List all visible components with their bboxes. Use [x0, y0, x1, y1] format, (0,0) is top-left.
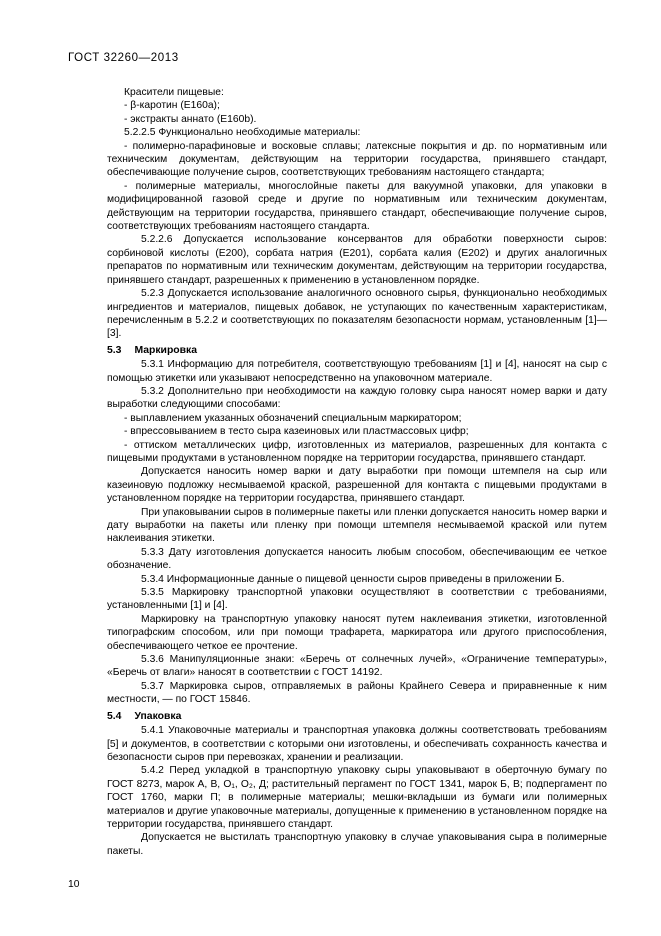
paragraph: 5.3.5 Маркировку транспортной упаковки осуществляют в соответствии с требованиями, установленными [1] и [4].	[107, 587, 607, 612]
paragraph: 5.3.2 Дополнительно при необходимости на каждую головку сыра наносят номер варки и дату выработки следующими способами:	[107, 385, 607, 411]
paragraph: 5.3.4 Информационные данные о пищевой ценности сыров приведены в приложении Б.	[141, 573, 565, 585]
paragraph: Красители пищевые:	[124, 87, 224, 98]
paragraph: 5.3.1 Информацию для потребителя, соответствующую требованиям [1] и [4], наносят на сыр с помощью этикетки или указывают непосредственно на упаковочном материале.	[107, 359, 607, 384]
section-title: Упаковка	[134, 710, 182, 722]
list-item: - β-каротин (Е160а);	[124, 100, 220, 112]
list-item: - выплавлением указанных обозначений специальным маркиратором;	[124, 412, 462, 424]
paragraph: 5.3.6 Манипуляционные знаки: «Беречь от солнечных лучей», «Ограничение температуры», «Беречь от влаги» наносят в соответствии с ГОСТ 14192.	[107, 654, 607, 679]
list-item: - впрессовыванием в тесто сыра казеиновых или пластмассовых цифр;	[124, 426, 469, 438]
section-heading-5-4	[107, 710, 607, 723]
paragraph: 5.2.2.5 Функционально необходимые материалы:	[124, 127, 361, 139]
page-header	[68, 52, 607, 64]
paragraph: 5.2.2.6 Допускается использование консервантов для обработки поверхности сыров: сорбиновой кислоты (Е200), сорбата натрия (Е201), сорбата калия (Е202) и других аналогичных препаратов по нормативным или техническим документам, действующим на территории государства, принявшего стандарт, разрешенных к применению в установленном порядке.	[107, 234, 607, 286]
list-item: - оттиском металлических цифр, изготовленных из материалов, разрешенных для контакта с пищевыми продуктами в установленном порядке на территории государства, принявшего стандарт.	[107, 439, 607, 464]
paragraph: Маркировку на транспортную упаковку наносят путем наклеивания этикетки, изготовленной типографским способом, или при помощи трафарета, маркиратора или другого приспособления, обеспечивающего четкое ее прочтение.	[107, 613, 607, 652]
list-item: - полимерно-парафиновые и восковые сплавы; латексные покрытия и др. по нормативным или техническим документам, действующим на территории государства, принявшего стандарт, обеспечивающие получение сыров, соответствующих требованиям настоящего стандарта;	[107, 140, 607, 179]
paragraph: При упаковывании сыров в полимерные пакеты или пленки допускается наносить номер варки и дату выработки на пакеты или пленку при помощи штемпеля несмываемой краской или путем наклеивания этикетки.	[107, 506, 607, 545]
paragraph: 5.4.1 Упаковочные материалы и транспортная упаковка должны соответствовать требованиям [5] и документов, в соответствии с которыми они изготовлены, и обеспечивать сохранность качества и безопасности сыров при перевозках, хранении и реализации.	[107, 725, 607, 763]
list-item: - экстракты аннато (Е160b).	[124, 113, 257, 125]
paragraph: 5.3.3 Дату изготовления допускается наносить любым способом, обеспечивающим ее четкое обозначение.	[107, 546, 607, 572]
paragraph: 5.4.2 Перед укладкой в транспортную упаковку сыры упаковывают в оберточную бумагу по ГОСТ 8273, марок А, В, О₁, О₂, Д; растительный пергамент по ГОСТ 1341, марок Б, В; подпергамент по ГОСТ 1760, марки П; в полимерные материалы; мешки-вкладыши из бумаги или полимерных материалов и другие упаковочные материалы, допущенные к применению в установленном порядке на территории государства, принявшего стандарт.	[107, 765, 607, 830]
section-title: Маркировка	[134, 344, 198, 356]
paragraph: 5.2.3 Допускается использование аналогичного основного сырья, функционально необходимых ингредиентов и материалов, пищевых добавок, не уступающих по качественным характеристикам, перечисленным в 5.2.2 и соответствующих по показателям безопасности нормам, установленным [1]—[3].	[107, 288, 607, 340]
paragraph: Допускается не выстилать транспортную упаковку в случае упаковывания сыра в полимерные пакеты.	[107, 832, 607, 857]
section-number: 5.4	[107, 710, 122, 722]
standard-designation: ГОСТ 32260—2013	[68, 52, 179, 64]
page-number: 10	[68, 879, 80, 890]
document-body	[107, 86, 607, 858]
paragraph: Допускается наносить номер варки и дату выработки при помощи штемпеля на сыр или казеиновую подложку несмываемой краской, разрешенной для контакта с пищевыми продуктами в установленном порядке на территории государства, принявшего стандарт.	[107, 466, 607, 505]
list-item: - полимерные материалы, многослойные пакеты для вакуумной упаковки, для упаковки в модифицированной газовой среде и другие по нормативным или техническим документам, действующим на территории государства, принявшего стандарт, обеспечивающие получение сыров, соответствующих требованиям настоящего стандарта.	[107, 180, 607, 233]
section-heading-5-3	[107, 344, 607, 357]
section-number: 5.3	[107, 344, 122, 356]
paragraph: 5.3.7 Маркировка сыров, отправляемых в районы Крайнего Севера и приравненные к ним местности, — по ГОСТ 15846.	[107, 680, 607, 706]
